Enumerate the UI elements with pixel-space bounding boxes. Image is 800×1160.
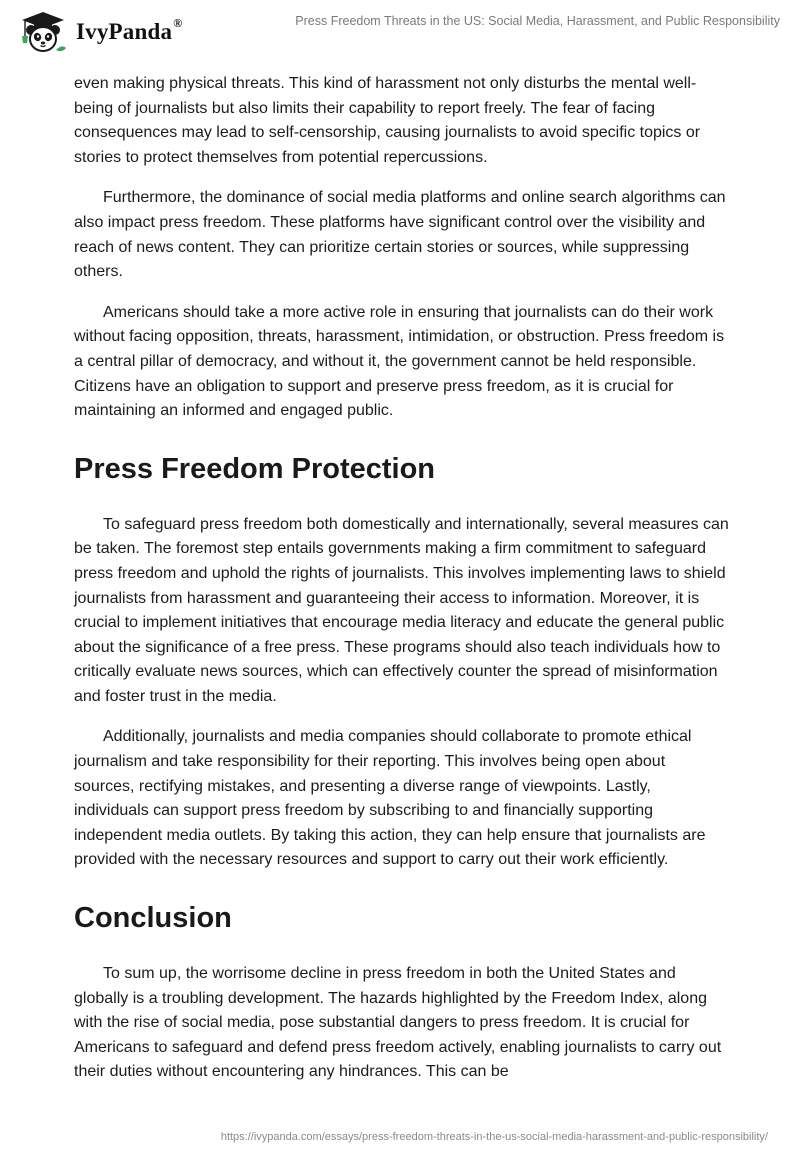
essay-content [74, 72, 730, 1101]
source-url-link[interactable]: https://ivypanda.com/essays/press-freedom-threats-in-the-us-social-media-harassment-and-public-responsibility/ [220, 1131, 768, 1143]
paragraph-social-media: Furthermore, the dominance of social media platforms and online search algorithms can also impact press freedom. These platforms have significant control over the visibility and reach of news content. They can prioritize certain stories or sources, while suppressing others. [74, 189, 726, 281]
registered-mark: ® [173, 16, 183, 30]
section-heading-conclusion: Conclusion [74, 902, 232, 935]
paragraph-conclusion: To sum up, the worrisome decline in press freedom in both the United States and globally is a troubling development. The hazards highlighted by the Freedom Index, along with the rise of social media, pose substantial dangers to press freedom. It is crucial for Americans to safeguard and defend press freedom actively, enabling journalists to carry out their duties without encountering any hindrances. This can be [74, 965, 722, 1081]
document-title: Press Freedom Threats in the US: Social Media, Harassment, and Public Responsibility [295, 14, 780, 28]
paragraph-safeguard-measures: To safeguard press freedom both domestically and internationally, several measures can be taken. The foremost step entails governments making a firm commitment to safeguard press freedom and uphold the rights of journalists. This involves implementing laws to shield journalists from harassment and guaranteeing their access to information. Moreover, it is crucial to implement initiatives that encourage media literacy and educate the general public about the significance of a free press. These programs should also teach individuals how to critically evaluate news sources, which can effectively counter the spread of misinformation and foster trust in the media. [74, 515, 729, 705]
page-header [0, 0, 800, 60]
paragraph-journalists-collaborate: Additionally, journalists and media companies should collaborate to promote ethical journalism and take responsibility for their reporting. This involves being open about sources, rectifying mistakes, and presenting a diverse range of viewpoints. Lastly, individuals can support press freedom by subscribing to and financially supporting independent media outlets. By taking this action, they can help ensure that journalists are provided with the necessary resources and support to carry out their work efficiently. [74, 728, 706, 869]
brand-name [76, 16, 183, 45]
paragraph-americans-role: Americans should take a more active role in ensuring that journalists can do their work without facing opposition, threats, harassment, intimidation, or obstruction. Press freedom is a central pillar of democracy, and without it, the government cannot be held responsible. Citizens have an obligation to support and preserve press freedom, as it is crucial for maintaining an informed and engaged public. [74, 303, 725, 420]
brand-logo[interactable] [16, 10, 182, 54]
paragraph-continuation: even making physical threats. This kind of harassment not only disturbs the mental well-being of journalists but also limits their capability to report freely. The fear of facing consequences may lead to self-censorship, causing journalists to avoid specific topics or stories to protect themselves from potential repercussions. [74, 75, 701, 166]
section-heading-press-freedom-protection: Press Freedom Protection [74, 452, 435, 485]
brand-name-text: IvyPanda [76, 19, 173, 44]
panda-graduate-logo-icon [16, 10, 70, 54]
